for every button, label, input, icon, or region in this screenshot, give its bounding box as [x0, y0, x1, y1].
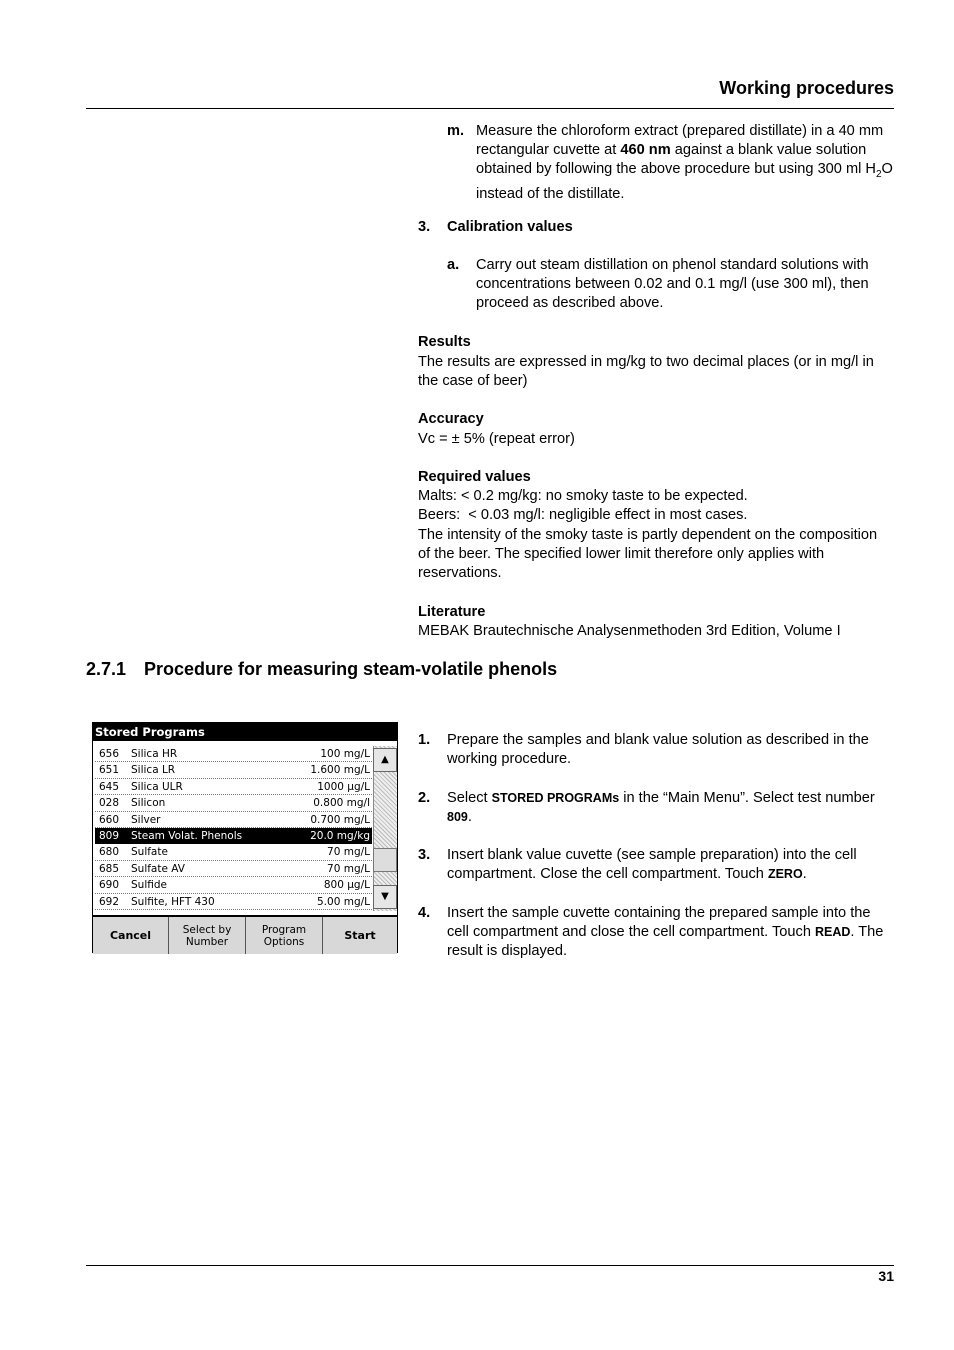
- program-row[interactable]: 028 Silicon 0.800 mg/l: [95, 795, 372, 811]
- step-4-number: 4.: [418, 905, 431, 921]
- program-row[interactable]: 680 Sulfate 70 mg/L: [95, 844, 372, 860]
- calibration-number: 3.: [418, 219, 431, 235]
- header-rule: [86, 108, 894, 109]
- program-row[interactable]: 660 Silver 0.700 mg/L: [95, 812, 372, 828]
- required-line-beers: Beers: < 0.03 mg/l: negligible effect in most cases.: [418, 507, 748, 523]
- required-line-malts: Malts: < 0.2 mg/kg: no smoky taste to be expected.: [418, 488, 748, 504]
- step-2-number: 2.: [418, 790, 431, 806]
- program-row[interactable]: 690 Sulfide 800 µg/L: [95, 877, 372, 893]
- step-3-text: Insert blank value cuvette (see sample preparation) into the cell compartment. Close the cell compartment. Touch ZERO.: [447, 847, 857, 883]
- section-heading: [86, 659, 557, 680]
- step-1-text: Prepare the samples and blank value solution as described in the working procedure.: [447, 732, 869, 768]
- program-row[interactable]: 692 Sulfite, HFT 430 5.00 mg/L: [95, 894, 372, 910]
- screen-title: Stored Programs: [93, 723, 397, 741]
- program-row[interactable]: 685 Sulfate AV 70 mg/L: [95, 861, 372, 877]
- start-button[interactable]: Start: [323, 917, 397, 954]
- page-header-title: Working procedures: [719, 78, 894, 98]
- step-2-text: Select STORED PROGRAMs in the “Main Menu”. Select test number 809.: [447, 790, 875, 826]
- step-m-text: Measure the chloroform extract (prepared distillate) in a 40 mm rectangular cuvette at 460 nm against a blank value solution obtained by following the above procedure but using 300 ml $H_2O$ instead of the distillate.: [476, 123, 893, 202]
- program-row-selected[interactable]: 809 Steam Volat. Phenols 20.0 mg/kg: [95, 828, 372, 844]
- section-title: Procedure for measuring steam-volatile phenols: [144, 659, 558, 679]
- scrollbar-thumb[interactable]: [373, 848, 397, 872]
- screen-button-bar: [93, 915, 397, 954]
- arrow-down-icon: ▼: [381, 891, 389, 902]
- required-note: The intensity of the smoky taste is partly dependent on the composition of the beer. The specified lower limit therefore only applies with reservations.: [418, 527, 878, 582]
- program-options-button[interactable]: Program Options: [246, 917, 323, 954]
- accuracy-heading: Accuracy: [418, 411, 484, 427]
- step-m-label: m.: [447, 123, 465, 139]
- page-number: 31: [878, 1268, 894, 1284]
- calibration-heading: Calibration values: [447, 219, 573, 235]
- program-row[interactable]: 645 Silica ULR 1000 µg/L: [95, 779, 372, 795]
- step-3-number: 3.: [418, 847, 431, 863]
- results-text: The results are expressed in mg/kg to two decimal places (or in mg/l in the case of beer): [418, 354, 874, 390]
- step-1-number: 1.: [418, 732, 431, 748]
- scroll-up-button[interactable]: [373, 748, 397, 772]
- step-4-text: Insert the sample cuvette containing the prepared sample into the cell compartment and close the cell compartment. Touch READ. The result is displayed.: [447, 905, 884, 960]
- program-row[interactable]: 656 Silica HR 100 mg/L: [95, 746, 372, 762]
- required-heading: Required values: [418, 469, 531, 485]
- literature-heading: Literature: [418, 604, 486, 620]
- select-by-number-button[interactable]: Select by Number: [169, 917, 246, 954]
- calibration-item-text: Carry out steam distillation on phenol standard solutions with concentrations between 0.02 and 0.1 mg/l (use 300 ml), then proceed as described above.: [476, 257, 869, 312]
- footer-rule: [86, 1265, 894, 1266]
- stored-programs-screen: [92, 722, 398, 953]
- cancel-button[interactable]: Cancel: [93, 917, 169, 954]
- accuracy-text: Vc = ± 5% (repeat error): [418, 431, 575, 447]
- results-heading: Results: [418, 334, 471, 350]
- arrow-up-icon: ▲: [381, 754, 389, 765]
- literature-text: MEBAK Brautechnische Analysenmethoden 3rd Edition, Volume I: [418, 623, 841, 639]
- section-number: 2.7.1: [86, 659, 127, 679]
- scroll-down-button[interactable]: [373, 885, 397, 909]
- program-row[interactable]: 651 Silica LR 1.600 mg/L: [95, 762, 372, 778]
- calibration-item-label: a.: [447, 257, 460, 273]
